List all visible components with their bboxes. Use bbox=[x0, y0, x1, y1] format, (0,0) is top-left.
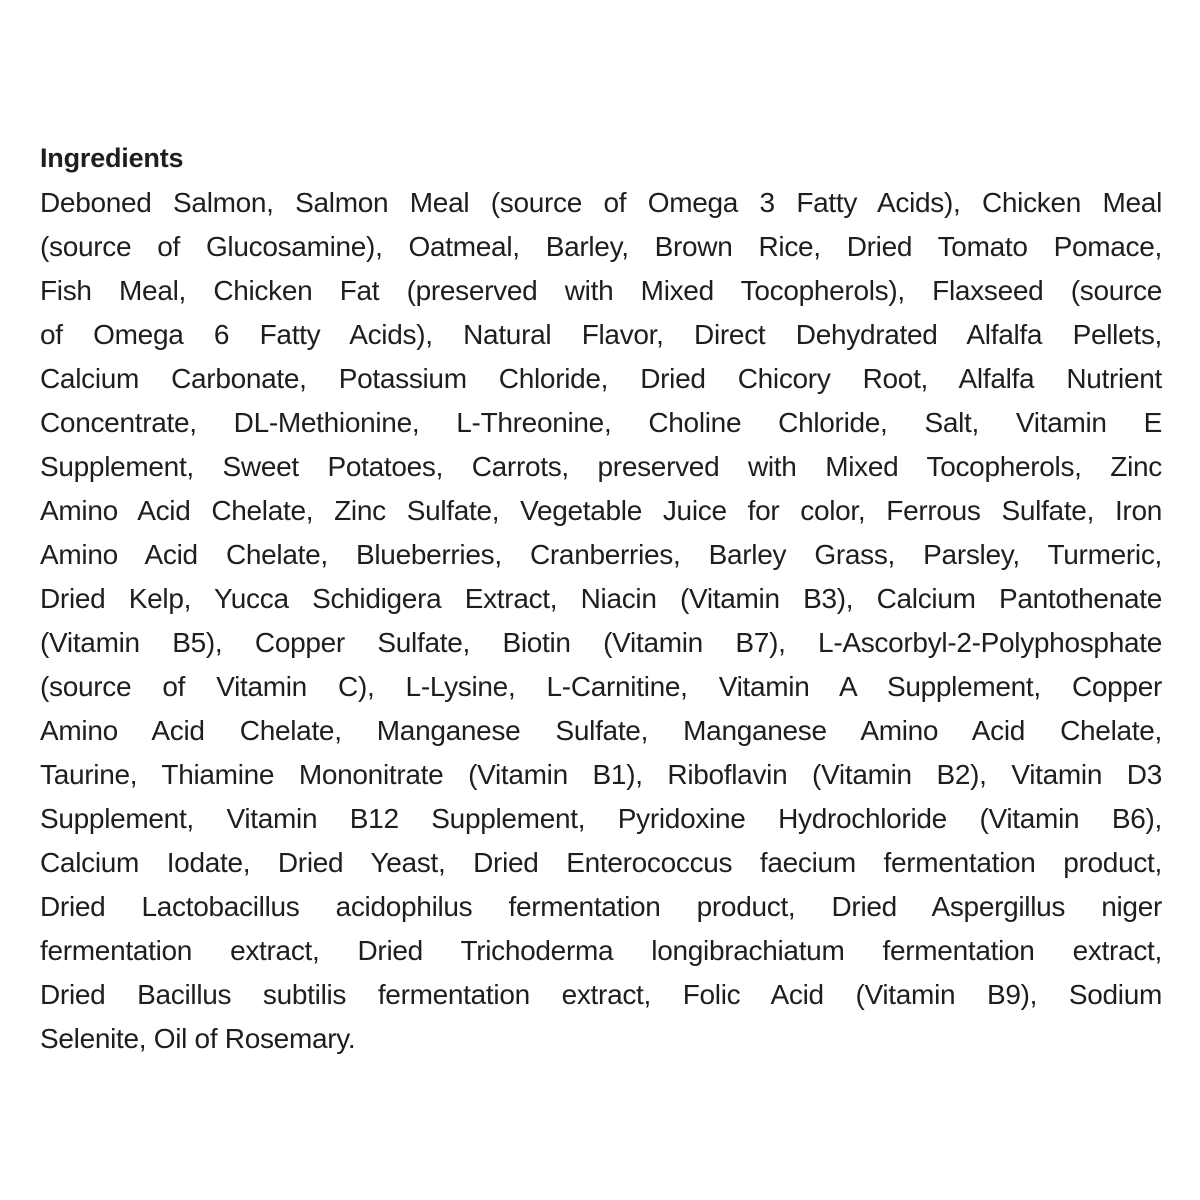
ingredients-line-16: Calcium Iodate, Dried Yeast, Dried Enterococcus faecium fermentation product, bbox=[40, 847, 1162, 878]
ingredients-line-11: (Vitamin B5), Copper Sulfate, Biotin (Vitamin B7), L-Ascorbyl-2-Polyphosphate bbox=[40, 627, 1162, 658]
ingredients-line-5: Calcium Carbonate, Potassium Chloride, Dried Chicory Root, Alfalfa Nutrient bbox=[40, 363, 1162, 394]
ingredients-heading: Ingredients bbox=[40, 143, 184, 173]
ingredients-list bbox=[40, 181, 1162, 1061]
ingredients-line-12: (source of Vitamin C), L-Lysine, L-Carnitine, Vitamin A Supplement, Copper bbox=[40, 671, 1162, 702]
ingredients-line-6: Concentrate, DL-Methionine, L-Threonine, Choline Chloride, Salt, Vitamin E bbox=[40, 407, 1162, 438]
ingredients-line-18: fermentation extract, Dried Trichoderma longibrachiatum fermentation extract, bbox=[40, 935, 1162, 966]
ingredients-line-17: Dried Lactobacillus acidophilus fermentation product, Dried Aspergillus niger bbox=[40, 891, 1162, 922]
ingredients-line-7: Supplement, Sweet Potatoes, Carrots, preserved with Mixed Tocopherols, Zinc bbox=[40, 451, 1162, 482]
ingredients-line-20: Selenite, Oil of Rosemary. bbox=[40, 1023, 356, 1054]
ingredients-line-13: Amino Acid Chelate, Manganese Sulfate, Manganese Amino Acid Chelate, bbox=[40, 715, 1162, 746]
ingredients-line-2: (source of Glucosamine), Oatmeal, Barley, Brown Rice, Dried Tomato Pomace, bbox=[40, 231, 1162, 262]
ingredients-line-10: Dried Kelp, Yucca Schidigera Extract, Niacin (Vitamin B3), Calcium Pantothenate bbox=[40, 583, 1162, 614]
ingredients-line-9: Amino Acid Chelate, Blueberries, Cranberries, Barley Grass, Parsley, Turmeric, bbox=[40, 539, 1162, 570]
ingredients-line-14: Taurine, Thiamine Mononitrate (Vitamin B1), Riboflavin (Vitamin B2), Vitamin D3 bbox=[40, 759, 1162, 790]
ingredients-line-19: Dried Bacillus subtilis fermentation extract, Folic Acid (Vitamin B9), Sodium bbox=[40, 979, 1162, 1010]
ingredients-line-1: Deboned Salmon, Salmon Meal (source of Omega 3 Fatty Acids), Chicken Meal bbox=[40, 187, 1162, 218]
ingredients-line-15: Supplement, Vitamin B12 Supplement, Pyridoxine Hydrochloride (Vitamin B6), bbox=[40, 803, 1162, 834]
ingredients-line-8: Amino Acid Chelate, Zinc Sulfate, Vegetable Juice for color, Ferrous Sulfate, Iron bbox=[40, 495, 1162, 526]
ingredients-line-3: Fish Meal, Chicken Fat (preserved with Mixed Tocopherols), Flaxseed (source bbox=[40, 275, 1162, 306]
ingredients-line-4: of Omega 6 Fatty Acids), Natural Flavor, Direct Dehydrated Alfalfa Pellets, bbox=[40, 319, 1162, 350]
ingredients-panel bbox=[40, 140, 1162, 1061]
